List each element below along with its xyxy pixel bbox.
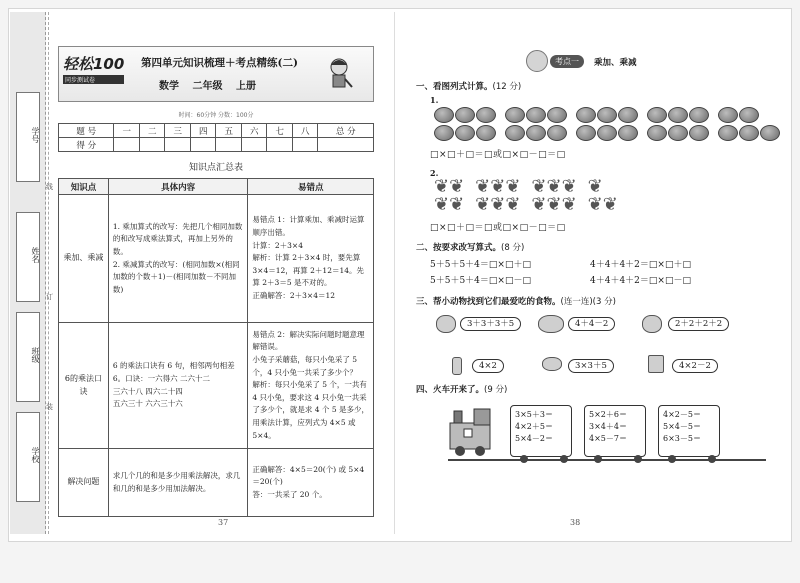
table-row	[59, 449, 374, 517]
content-paragraph: 三六十八 四六二十四	[112, 386, 183, 396]
name-field[interactable]: 姓名	[16, 212, 40, 302]
train-exercise	[416, 399, 776, 469]
left-page	[58, 46, 374, 517]
butterfly-icon: ❦❦	[434, 194, 465, 215]
answer-line-2[interactable]: □×□＋□＝□或□×□－□＝□	[430, 223, 566, 233]
exam-meta: 时间：60分钟 分数：100分	[178, 112, 254, 119]
pitfall-cell	[248, 449, 374, 517]
score-header-cell: 七	[267, 124, 293, 138]
butterfly-icon: ❦❦❦	[531, 194, 577, 215]
rewrite-item[interactable]: 5＋5＋5＋4＝□×□－□	[430, 276, 531, 286]
locomotive-icon	[448, 403, 496, 457]
content-paragraph: 2. 乘减算式的改写：(相同加数×(相同加数的个数＋1)－(相同加数－不同加数)	[112, 259, 240, 294]
page-number-left: 37	[218, 518, 229, 527]
section-4-heading: 四、火车开来了。(9 分)	[416, 385, 508, 395]
score-header-cell: 题 号	[59, 124, 114, 138]
content-paragraph: 6 的乘法口诀有 6 句，相邻两句相差 6。口诀：一六得六 二六十二	[112, 361, 235, 383]
fruit-group	[718, 107, 760, 123]
car-problem[interactable]: 4×2－5＝	[663, 410, 701, 419]
knowledge-table	[58, 178, 374, 517]
page-title: 第四单元知识梳理＋考点精练(二)	[141, 57, 298, 69]
butterfly-icon: ❦❦❦	[475, 194, 521, 215]
rewrite-item[interactable]: 4＋4＋4＋2＝□×□＋□	[590, 260, 691, 270]
score-entry-cell[interactable]	[114, 138, 140, 152]
car-problem[interactable]: 5×4－2＝	[515, 434, 553, 443]
food-expression[interactable]: 4×2	[472, 359, 504, 373]
table-row	[59, 323, 374, 449]
content-cell	[108, 323, 248, 449]
fish-icon	[542, 357, 562, 371]
class-field[interactable]: 班级	[16, 312, 40, 402]
food-expression[interactable]: 4×2－2	[672, 359, 718, 373]
wheel-icon	[560, 455, 568, 463]
wheel-icon	[668, 455, 676, 463]
page-subtitle: 数学 二年级 上册	[159, 81, 256, 92]
section-3-heading: 三、帮小动物找到它们最爱吃的食物。(连一连)(3 分)	[416, 297, 616, 307]
wheel-icon	[634, 455, 642, 463]
student-mascot-icon	[325, 57, 353, 91]
food-expression[interactable]: 3×3＋5	[568, 359, 614, 373]
answer-line-1[interactable]: □×□＋□＝□或□×□－□＝□	[430, 150, 566, 160]
header-content: 具体内容	[108, 179, 248, 195]
content-paragraph: 1. 乘加算式的改写：先把几个相同加数的和改写成乘法算式，再加上另外的数。	[112, 221, 243, 256]
train-car	[584, 405, 646, 457]
fruit-group	[576, 107, 639, 123]
question-2-number: 2.	[430, 168, 439, 178]
score-header-cell: 四	[190, 124, 216, 138]
rewrite-item[interactable]: 5＋5＋5＋4＝□×□＋□	[430, 260, 531, 270]
header-point: 知识点	[59, 179, 109, 195]
rewrite-exercises	[430, 257, 776, 289]
header-pitfall: 易错点	[248, 179, 374, 195]
unit-title: 乘加、乘减	[594, 58, 637, 68]
sheep-icon	[538, 315, 564, 333]
score-label-cell: 得 分	[59, 138, 114, 152]
train-car	[658, 405, 720, 457]
page-divider	[394, 12, 395, 534]
cow-icon	[642, 315, 662, 333]
fruit-group	[647, 107, 710, 123]
cat-icon	[436, 315, 456, 333]
mascot-face-icon	[526, 50, 548, 72]
car-problem[interactable]: 3×5＋3＝	[515, 410, 553, 419]
score-header-cell: 总 分	[318, 124, 374, 138]
pitfall-paragraph: 易错点 1：计算乘加、乘减时运算顺序出错。	[252, 215, 365, 238]
pitfall-paragraph: 计算：2＋3×4	[252, 240, 303, 250]
wheel-icon	[708, 455, 716, 463]
wheel-icon	[520, 455, 528, 463]
car-problem[interactable]: 5×4－5＝	[663, 422, 701, 431]
butterfly-icon: ❦	[587, 176, 603, 197]
score-entry-cell[interactable]	[190, 138, 216, 152]
butterfly-icon: ❦❦❦	[531, 176, 577, 197]
car-problem[interactable]: 4×2＋5＝	[515, 422, 553, 431]
wheel-icon	[594, 455, 602, 463]
section-2-heading: 二、按要求改写算式。(8 分)	[416, 243, 525, 253]
score-entry-cell[interactable]	[139, 138, 165, 152]
summary-title: 知识点汇总表	[188, 163, 243, 173]
matching-exercise	[416, 313, 776, 379]
right-page	[416, 50, 776, 469]
pitfall-paragraph: 答：一共采了 20 个。	[252, 489, 327, 499]
score-entry-cell[interactable]	[241, 138, 267, 152]
school-field[interactable]: 学校	[16, 412, 40, 502]
cut-line: 线 订 装	[48, 12, 54, 534]
content-cell	[108, 195, 248, 323]
animal-expression[interactable]: 3＋3＋3＋5	[460, 317, 521, 331]
fruit-group	[505, 107, 568, 123]
rewrite-item[interactable]: 4＋4＋4＋2＝□×□－□	[590, 276, 691, 286]
unit-badge: 考点一	[550, 55, 584, 68]
car-problem[interactable]: 4×5－7＝	[589, 434, 627, 443]
score-header-cell: 三	[165, 124, 191, 138]
butterfly-icon: ❦❦	[587, 194, 618, 215]
car-problem[interactable]: 3×4＋4＝	[589, 422, 627, 431]
unit-header	[416, 50, 776, 76]
pitfall-paragraph: 解析：计算 2＋3×4 时，要先算 3×4＝12，再算 2＋12＝14。先算 2＋3＝5 是不对的。	[252, 253, 365, 288]
grass-icon	[648, 355, 664, 373]
score-entry-cell[interactable]	[216, 138, 242, 152]
binding-strip	[10, 12, 46, 534]
content-cell	[108, 449, 248, 517]
pitfall-paragraph: 小兔子采蘑菇，每只小兔采了 5 个，4 只小兔一共采了多少个？	[252, 355, 358, 377]
score-entry-cell[interactable]	[165, 138, 191, 152]
score-entry-cell[interactable]	[292, 138, 318, 152]
question-1-number: 1.	[430, 95, 439, 105]
car-problem[interactable]: 5×2＋6＝	[589, 410, 627, 419]
score-entry-cell[interactable]	[318, 138, 374, 152]
pitfall-paragraph: 正确解答：2＋3×4＝12	[252, 290, 336, 300]
pitfall-cell	[248, 323, 374, 449]
score-entry-cell[interactable]	[267, 138, 293, 152]
fruit-picture-row-2	[434, 125, 776, 141]
brand-logo: 轻松100 同步测试卷	[63, 55, 125, 84]
carrot-icon	[452, 357, 462, 375]
title-banner	[58, 46, 374, 102]
content-paragraph: 求几个几的和是多少用乘法解决，求几和几的和是多少用加法解决。	[112, 470, 241, 493]
knowledge-point: 解决问题	[59, 449, 109, 517]
fruit-picture	[434, 107, 776, 123]
score-header-cell: 二	[139, 124, 165, 138]
pitfall-paragraph: 正确解答：4×5＝20(个) 或 5×4＝20(个)	[252, 464, 365, 487]
score-header-cell: 一	[114, 124, 140, 138]
rail-track	[448, 459, 766, 461]
student-number-field[interactable]: 学号	[16, 92, 40, 182]
fruit-group	[434, 107, 497, 123]
butterfly-picture-row-2	[434, 196, 776, 214]
table-row	[59, 195, 374, 323]
score-header-cell: 五	[216, 124, 242, 138]
knowledge-point: 乘加、乘减	[59, 195, 109, 323]
butterfly-icon: ❦❦	[434, 176, 465, 197]
score-table	[58, 123, 374, 152]
pitfall-paragraph: 解析：每只小兔采了 5 个，一共有 4 只小兔，要求这 4 只小兔一共采了多少个，就是求 4 个 5 是多少，用乘法计算，应列式为 4×5 或 5×4。	[252, 380, 369, 440]
pitfall-paragraph: 易错点 2：解决实际问题时题意理解错误。	[252, 329, 365, 352]
butterfly-icon: ❦❦❦	[475, 176, 521, 197]
car-problem[interactable]: 6×3－5＝	[663, 434, 701, 443]
score-header-cell: 六	[241, 124, 267, 138]
animal-expression[interactable]: 2＋2＋2＋2	[668, 317, 729, 331]
section-1-heading: 一、看图列式计算。(12 分)	[416, 82, 522, 92]
pitfall-cell	[248, 195, 374, 323]
knowledge-point: 6的乘法口诀	[59, 323, 109, 449]
animal-expression[interactable]: 4＋4－2	[568, 317, 615, 331]
train-car	[510, 405, 572, 457]
content-paragraph: 五六三十 六六三十六	[112, 399, 183, 409]
score-header-cell: 八	[292, 124, 318, 138]
page-number-right: 38	[570, 518, 581, 527]
